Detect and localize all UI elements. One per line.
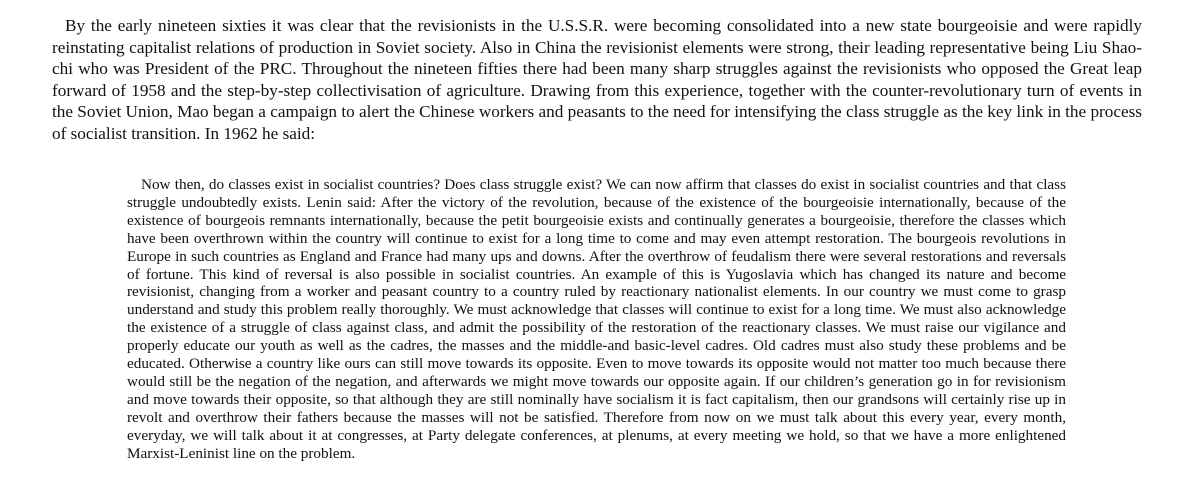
body-paragraph-text: By the early nineteen sixties it was clear that the revisionists in the U.S.S.R. were becoming consolidated into a new state bourgeoisie and were rapidly reinstating capitalist relations of production in Soviet society. Also in China the revisionist elements were strong, their leading representative being Liu Shao-chi who was President of the PRC. Throughout the nineteen fifties there had been many sharp struggles against the revisionists who opposed the Great leap forward of 1958 and the step-by-step collectivisation of agriculture. Drawing from this experience, together with the counter-revolutionary turn of events in the Soviet Union, Mao began a campaign to alert the Chinese workers and peasants to the need for intensifying the class struggle as the key link in the process of socialist transition. In 1962 he said: <box>52 16 1142 143</box>
body-paragraph <box>52 15 1142 145</box>
block-quote <box>127 176 1066 463</box>
block-quote-text: Now then, do classes exist in socialist countries? Does class struggle exist? We can now affirm that classes do exist in socialist countries and that class struggle undoubtedly exists. Lenin said: After the victory of the revolution, because of the existence of the bourgeoisie internationally, because of the existence of bourgeois remnants internationally, because the petit bourgeoisie exists and continually generates a bourgeoisie, therefore the classes which have been overthrown within the country will continue to exist for a long time to come and may even attempt restoration. The bourgeois revolutions in Europe in such countries as England and France had many ups and downs. After the overthrow of feudalism there were several restorations and reversals of fortune. This kind of reversal is also possible in socialist countries. An example of this is Yugoslavia which has changed its nature and become revisionist, changing from a worker and peasant country to a country ruled by reactionary nationalist elements. In our country we must come to grasp understand and study this problem really thoroughly. We must acknowledge that classes will continue to exist for a long time. We must also acknowledge the existence of a struggle of class against class, and admit the possibility of the restoration of the reactionary classes. We must raise our vigilance and properly educate our youth as well as the cadres, the masses and the middle-and basic-level cadres. Old cadres must also study these problems and be educated. Otherwise a country like ours can still move towards its opposite. Even to move towards its opposite would not matter too much because there would still be the negation of the negation, and afterwards we might move towards our opposite again. If our children’s generation go in for revisionism and move towards their opposite, so that although they are still nominally have socialism it is fact capitalism, then our grandsons will certainly rise up in revolt and overthrow their fathers because the masses will not be satisfied. Therefore from now on we must talk about this every year, every month, everyday, we will talk about it at congresses, at Party delegate conferences, at plenums, at every meeting we hold, so that we have a more enlightened Marxist-Leninist line on the problem. <box>127 176 1066 462</box>
